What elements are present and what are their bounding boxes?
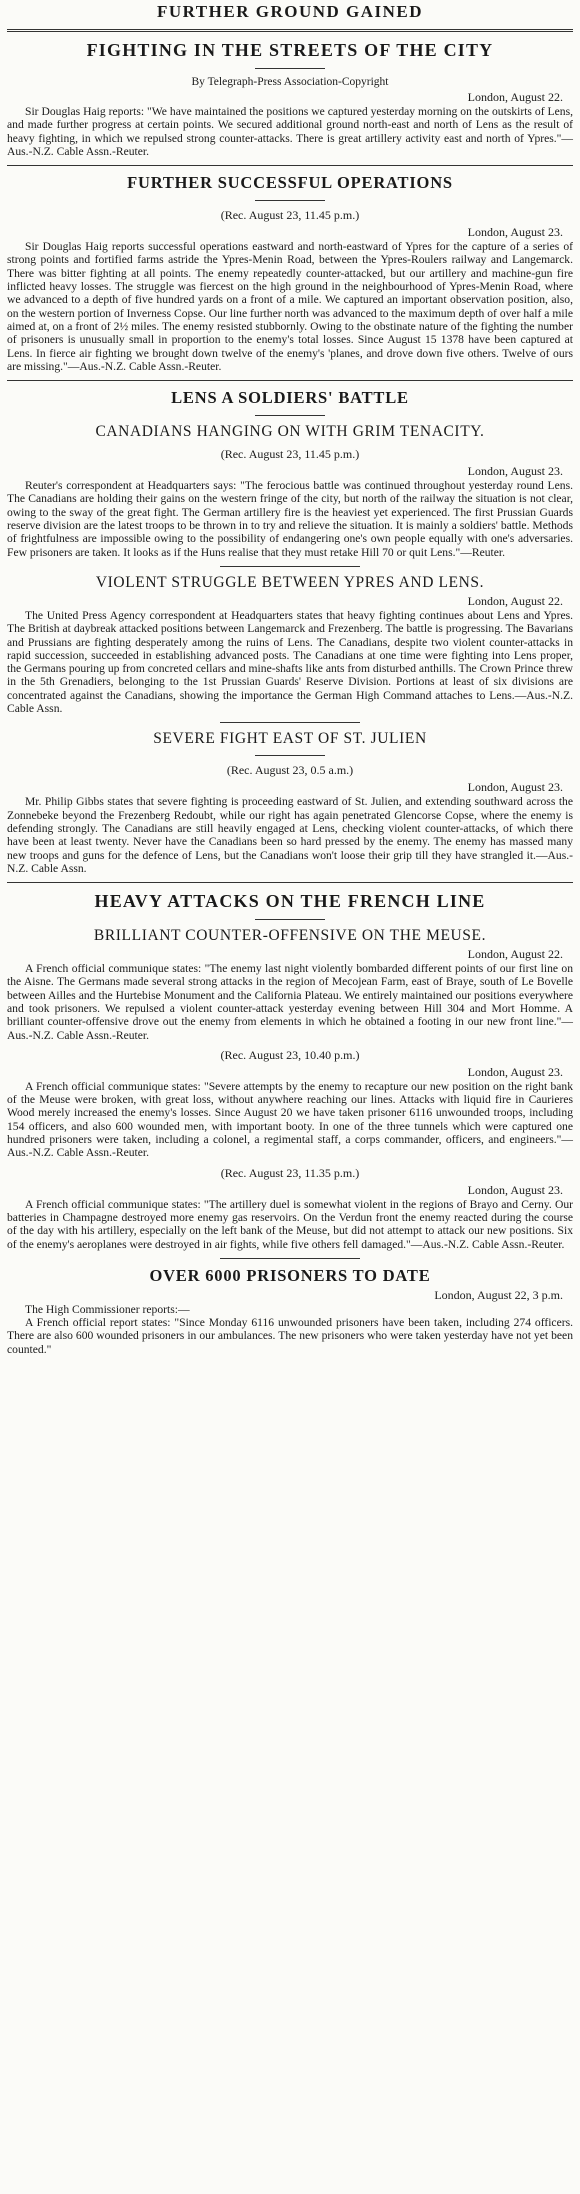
dateline: London, August 23. — [467, 780, 563, 795]
received-time: (Rec. August 23, 0.5 a.m.) — [226, 763, 354, 778]
section-heading: LENS A SOLDIERS' BATTLE — [171, 388, 409, 408]
section-subheading: BRILLIANT COUNTER-OFFENSIVE ON THE MEUSE. — [93, 927, 487, 945]
section-heading: SEVERE FIGHT EAST OF ST. JULIEN — [153, 730, 427, 748]
dateline: London, August 23. — [467, 1182, 563, 1197]
article-body: The United Press Agency correspondent at Headquarters states that heavy fighting continues about Lens and Ypres. The British at daybreak attacked positions between Langemarck and Frezenberg. The battle is progressing. The Bavarians and Prussians are fighting desperately among the ruins of Lens. The Canadians, despite two violent counter-attacks in rapid succession, succeeded in establishing advanced posts. The Canadians at one time were fighting into Lens proper, the Germans pouring up from concreted cellars and mine-shafts like ants from disturbed anthills. The Crown Prince threw in the 5th Grenadiers, belonging to the 1st Prussian Guards' Reserve Division. Portions at least of six divisions are concentrated against the Canadians, showing the importance the German High Command attaches to Lens.—Aus.-N.Z. Cable Assn. — [7, 608, 573, 716]
page-title: FURTHER GROUND GAINED — [156, 2, 424, 21]
article-intro: The High Commissioner reports:— — [25, 1302, 190, 1316]
divider — [7, 882, 573, 883]
article-body: Sir Douglas Haig reports successful operations eastward and north-eastward of Ypres for the capture of a series of strong points and fortified farms astride the Ypres-Menin Road, between the Ypres-Roulers railway and Langemarck. There was bitter fighting at all points. The enemy repeatedly counter-attacked, but our artillery and machine-gun fire inflicted heavy losses. The struggle was fiercest on the high ground in the neighbourhood of Ypres-Menin Road, where we advanced to a depth of five hundred yards on a front of a mile. We captured an important observation position, also, on the western portion of Inverness Copse. Our line further north was advanced to the maximum depth of over half a mile aimed at, on a front of 2½ miles. The enemy resisted stubbornly. Owing to the obstinate nature of the fighting the number of prisoners is unusually small in proportion to the enemy's total losses. Since August 15 1378 have been captured at Lens. In fierce air fighting we brought down twelve of the enemy's 'planes, and drove down five others. Twelve of ours are missing."—Aus.-N.Z. Cable Assn.-Reuter. — [7, 240, 573, 373]
received-time: (Rec. August 23, 10.40 p.m.) — [220, 1047, 360, 1062]
received-time: (Rec. August 23, 11.45 p.m.) — [220, 447, 360, 462]
divider — [255, 415, 325, 416]
section-heading: VIOLENT STRUGGLE BETWEEN YPRES AND LENS. — [95, 573, 485, 591]
received-time: (Rec. August 23, 11.45 p.m.) — [220, 208, 360, 223]
article-body: Sir Douglas Haig reports: "We have maintained the positions we captured yesterday morning on the outskirts of Lens, and made further progress at certain points. We secured additional ground north-east and north of Lens as the result of heavy fighting, in which we repulsed strong counter-attacks. There is great artillery activity east and north of Ypres."—Aus.-N.Z. Cable Assn.-Reuter. — [7, 105, 573, 158]
divider — [220, 1258, 360, 1259]
dateline: London, August 22, 3 p.m. — [434, 1287, 563, 1302]
section-subheading: CANADIANS HANGING ON WITH GRIM TENACITY. — [95, 423, 485, 441]
article-body: A French official communique states: "The artillery duel is somewhat violent in the regions of Brayo and Cerny. Our batteries in Champagne destroyed more enemy gas reservoirs. On the Verdun front the enemy reacted during the course of the day with his artillery, especially on the left bank of the Meuse, but did not attempt to attack our new positions. Six of the enemy's aeroplanes were destroyed in air fights, while five others fell damaged."—Aus.-N.Z. Cable Assn.-Reuter. — [7, 1197, 573, 1251]
dateline: London, August 22. — [467, 90, 563, 104]
article-body: Mr. Philip Gibbs states that severe fighting is proceeding eastward of St. Julien, and extending southward across the Zonnebeke beyond the Frezenberg Redoubt, while our right has again penetrated Glencorse Copse, where the enemy is defending strongly. The Canadians are still heavily engaged at Lens, checking violent counter-attacks, of which there have been at least twenty. Never have the Canadians been so hard pressed by the enemy. The enemy has massed many new troops and guns for the defence of Lens, but the Canadians won't loose their grip till they have strangled it.—Aus.-N.Z. Cable Assn. — [7, 795, 573, 875]
divider — [255, 755, 325, 756]
divider — [220, 566, 360, 567]
dateline: London, August 22. — [467, 947, 563, 962]
section-heading: FIGHTING IN THE STREETS OF THE CITY — [86, 40, 494, 60]
section-heading: FURTHER SUCCESSFUL OPERATIONS — [127, 173, 453, 193]
divider — [7, 29, 573, 32]
article-body: A French official communique states: "Severe attempts by the enemy to recapture our new position on the right bank of the Meuse were broken, with great loss, without anywhere reaching our lines. Attacks with liquid fire in Caurieres Wood merely increased the enemy's losses. Since August 20 we have taken prisoner 6116 unwounded troops, including 154 officers, and also 600 wounded men, with important booty. In one of the three tunnels which were captured one hundred prisoners were taken, including a colonel, a regimental staff, a corps commander, officers, and engineers."—Aus.-N.Z. Cable Assn.-Reuter. — [7, 1079, 573, 1160]
dateline: London, August 23. — [467, 464, 563, 479]
divider — [255, 919, 325, 920]
dateline: London, August 22. — [467, 593, 563, 608]
dateline: London, August 23. — [467, 225, 563, 240]
divider — [220, 722, 360, 723]
section-heading: OVER 6000 PRISONERS TO DATE — [149, 1265, 431, 1285]
article-body: A French official communique states: "The enemy last night violently bombarded different points of our first line on the Aisne. The Germans made several strong attacks in the region of Mecojean Farm, east of Braye, south of Le Bovelle between Ailles and the Hurtebise Monument and the California Plateau. We entirely maintained our positions everywhere and took prisoners. We repulsed a violent counter-attack yesterday evening between Hill 304 and Mort Homme. A brilliant counter-offensive drove out the enemy from elements in which he obtained a footing in our new front line."—Aus.-N.Z. Cable Assn.-Reuter. — [7, 962, 573, 1042]
byline: By Telegraph-Press Association-Copyright — [191, 76, 389, 88]
divider — [255, 68, 325, 69]
section-heading: HEAVY ATTACKS ON THE FRENCH LINE — [94, 891, 486, 912]
dateline: London, August 23. — [467, 1064, 563, 1079]
divider — [7, 165, 573, 166]
received-time: (Rec. August 23, 11.35 p.m.) — [220, 1165, 360, 1180]
article-body: A French official report states: "Since Monday 6116 unwounded prisoners have been taken, including 274 officers. There are also 600 wounded prisoners in our ambulances. The new prisoners who were taken yesterday have not yet been counted." — [7, 1316, 573, 1356]
divider — [7, 380, 573, 381]
divider — [255, 200, 325, 201]
article-body: Reuter's correspondent at Headquarters says: "The ferocious battle was continued throughout yesterday round Lens. The Canadians are holding their gains on the western fringe of the city, but north of the railway the situation is not clear, owing to the sway of the great fight. The German artillery fire is the heaviest yet experienced. The first Prussian Guards reserve division are the latest troops to be thrown in to try and relieve the situation. It is mainly a soldiers' battle. Methods of frightfulness are impossible owing to the possibility of endangering one's own people equally with one's adversaries. Few prisoners are taken. It looks as if the Huns realise that they must retake Hill 70 or quit Lens."—Reuter. — [7, 479, 573, 559]
